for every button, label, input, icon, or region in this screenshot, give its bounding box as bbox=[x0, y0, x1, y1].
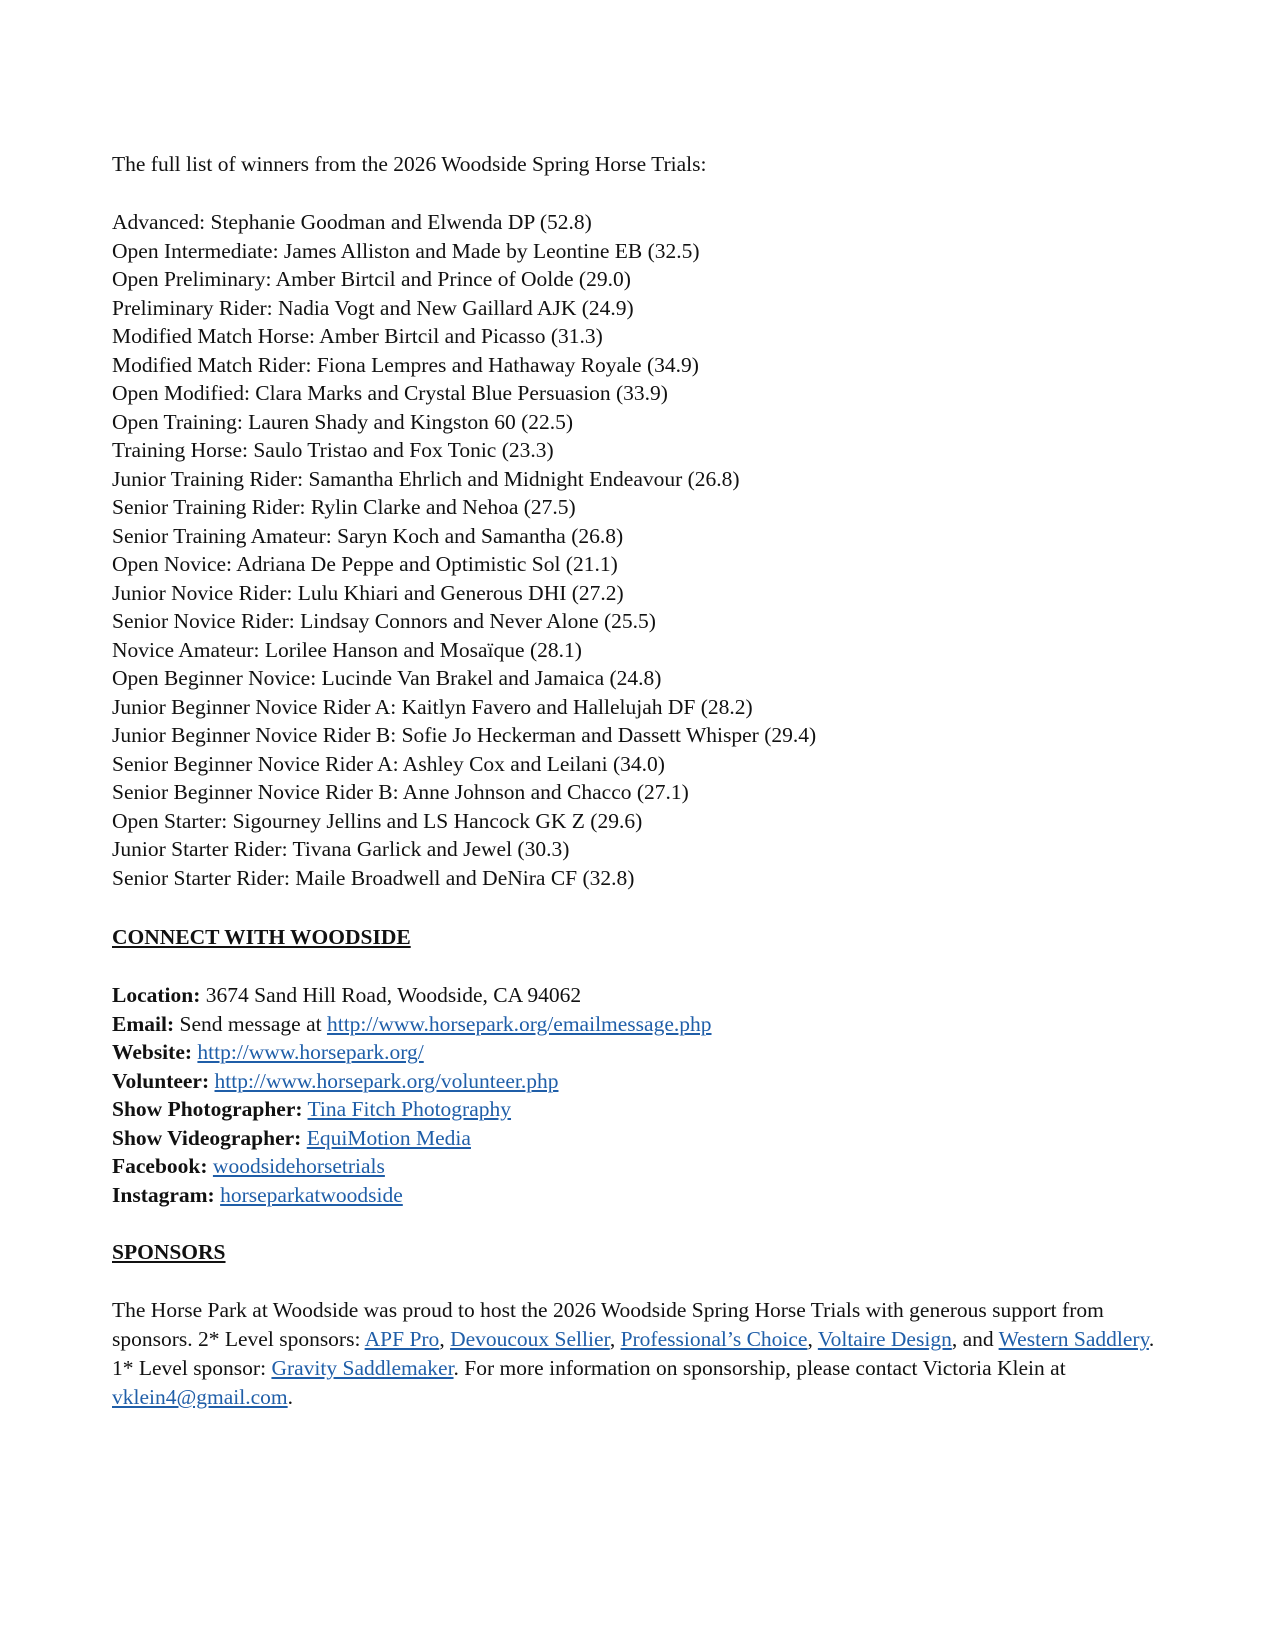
list-item: Senior Beginner Novice Rider B: Anne Johnson and Chacco (27.1) bbox=[112, 780, 689, 804]
facebook-label: Facebook: bbox=[112, 1154, 208, 1178]
instagram-label: Instagram: bbox=[112, 1182, 215, 1207]
list-item: Senior Novice Rider: Lindsay Connors and Never Alone (25.5) bbox=[112, 609, 656, 633]
sponsors-heading: SPONSORS bbox=[112, 1240, 226, 1264]
list-item: Junior Training Rider: Samantha Ehrlich and Midnight Endeavour (26.8) bbox=[112, 466, 740, 491]
list-item: Junior Beginner Novice Rider B: Sofie Jo Heckerman and Dassett Whisper (29.4) bbox=[112, 723, 817, 747]
list-item: Open Novice: Adriana De Peppe and Optimistic Sol (21.1) bbox=[112, 552, 618, 576]
list-item: Senior Training Rider: Rylin Clarke and Nehoa (27.5) bbox=[112, 495, 576, 519]
list-item: Modified Match Horse: Amber Birtcil and Picasso (31.3) bbox=[112, 324, 603, 348]
facebook-link[interactable]: woodsidehorsetrials bbox=[212, 1154, 385, 1178]
sponsors-separator: , and bbox=[951, 1327, 999, 1351]
videographer-label: Show Videographer: bbox=[112, 1125, 302, 1150]
sponsors-text: . bbox=[287, 1385, 294, 1409]
list-item: Senior Training Amateur: Saryn Koch and Samantha (26.8) bbox=[112, 523, 624, 548]
sponsor-link-apf-pro[interactable]: APF Pro bbox=[364, 1327, 440, 1351]
list-item: Training Horse: Saulo Tristao and Fox Tonic (23.3) bbox=[112, 438, 554, 462]
volunteer-label: Volunteer: bbox=[112, 1068, 210, 1093]
sponsors-text: The Horse Park at Woodside was proud to host the 2026 Woodside Spring Horse Trials with generous support from sponsors. 2* Level sponsors: bbox=[112, 1298, 1104, 1351]
list-item: Open Beginner Novice: Lucinde Van Brakel and Jamaica (24.8) bbox=[112, 666, 662, 690]
sponsors-separator: , bbox=[609, 1327, 621, 1351]
list-item: Junior Starter Rider: Tivana Garlick and Jewel (30.3) bbox=[112, 837, 570, 861]
videographer-row bbox=[112, 1124, 712, 1153]
list-item: Open Training: Lauren Shady and Kingston 60 (22.5) bbox=[112, 409, 574, 434]
location-row bbox=[112, 981, 712, 1010]
sponsor-link-devoucoux-sellier[interactable]: Devoucoux Sellier bbox=[450, 1327, 610, 1351]
list-item: Novice Amateur: Lorilee Hanson and Mosaïque (28.1) bbox=[112, 637, 582, 662]
email-message-link[interactable]: http://www.horsepark.org/emailmessage.php bbox=[326, 1011, 712, 1036]
list-item: Junior Beginner Novice Rider A: Kaitlyn Favero and Hallelujah DF (28.2) bbox=[112, 694, 753, 719]
photographer-row bbox=[112, 1095, 712, 1124]
list-item: Modified Match Rider: Fiona Lempres and Hathaway Royale (34.9) bbox=[112, 352, 699, 377]
email-text: Send message at bbox=[174, 1011, 327, 1036]
intro-text: The full list of winners from the 2026 Woodside Spring Horse Trials: bbox=[112, 152, 707, 176]
volunteer-link[interactable]: http://www.horsepark.org/volunteer.php bbox=[214, 1068, 559, 1093]
sponsors-text: . 1* Level sponsor: bbox=[112, 1327, 1155, 1380]
facebook-row bbox=[112, 1152, 712, 1181]
list-item: Open Starter: Sigourney Jellins and LS Hancock GK Z (29.6) bbox=[112, 808, 643, 833]
list-item: Preliminary Rider: Nadia Vogt and New Gaillard AJK (24.9) bbox=[112, 295, 634, 320]
photographer-label: Show Photographer: bbox=[112, 1097, 303, 1121]
list-item: Advanced: Stephanie Goodman and Elwenda DP (52.8) bbox=[112, 210, 592, 234]
website-label: Website: bbox=[112, 1040, 193, 1064]
list-item: Junior Novice Rider: Lulu Khiari and Generous DHI (27.2) bbox=[112, 580, 624, 605]
email-label: Email: bbox=[112, 1011, 175, 1036]
sponsor-link-gravity-saddlemaker[interactable]: Gravity Saddlemaker bbox=[271, 1356, 454, 1380]
sponsor-link-professionals-choice[interactable]: Professional’s Choice bbox=[620, 1327, 808, 1351]
sponsor-link-western-saddlery[interactable]: Western Saddlery bbox=[998, 1327, 1149, 1351]
website-link[interactable]: http://www.horsepark.org/ bbox=[197, 1040, 424, 1064]
sponsors-text: . For more information on sponsorship, please contact Victoria Klein at bbox=[453, 1356, 1066, 1380]
location-label: Location: bbox=[112, 983, 201, 1007]
volunteer-row bbox=[112, 1067, 712, 1096]
website-row bbox=[112, 1038, 712, 1067]
instagram-row bbox=[112, 1181, 712, 1210]
list-item: Senior Beginner Novice Rider A: Ashley Cox and Leilani (34.0) bbox=[112, 751, 665, 776]
sponsors-separator: , bbox=[439, 1327, 451, 1351]
instagram-link[interactable]: horseparkatwoodside bbox=[220, 1182, 403, 1207]
winners-list bbox=[112, 208, 816, 892]
connect-heading: CONNECT WITH WOODSIDE bbox=[112, 925, 411, 949]
email-row bbox=[112, 1010, 712, 1039]
location-value: 3674 Sand Hill Road, Woodside, CA 94062 bbox=[200, 983, 582, 1007]
videographer-link[interactable]: EquiMotion Media bbox=[306, 1125, 471, 1150]
sponsors-separator: , bbox=[807, 1327, 818, 1351]
sponsors-paragraph bbox=[112, 1296, 1168, 1412]
list-item: Open Intermediate: James Alliston and Made by Leontine EB (32.5) bbox=[112, 238, 700, 263]
list-item: Senior Starter Rider: Maile Broadwell and DeNira CF (32.8) bbox=[112, 865, 635, 890]
list-item: Open Preliminary: Amber Birtcil and Prince of Oolde (29.0) bbox=[112, 267, 631, 291]
connect-details bbox=[112, 981, 712, 1209]
contact-email-link[interactable]: vklein4@gmail.com bbox=[112, 1385, 288, 1409]
sponsor-link-voltaire-design[interactable]: Voltaire Design bbox=[817, 1327, 952, 1351]
photographer-link[interactable]: Tina Fitch Photography bbox=[307, 1097, 512, 1121]
list-item: Open Modified: Clara Marks and Crystal Blue Persuasion (33.9) bbox=[112, 381, 668, 405]
